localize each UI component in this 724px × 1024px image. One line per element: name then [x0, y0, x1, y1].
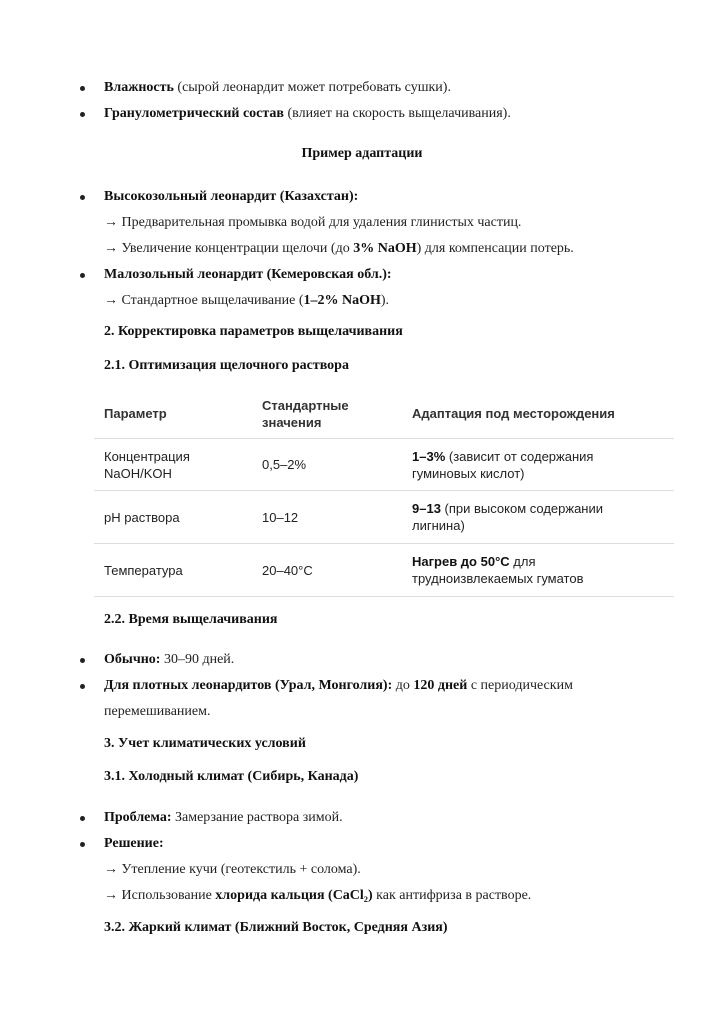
item-term: Для плотных леонардитов (Урал, Монголия): [104, 678, 393, 693]
table-cell [412, 448, 593, 482]
item-term: 1–2% NaOH [303, 293, 381, 308]
section-heading: 3. Учет климатических условий [104, 736, 306, 751]
item-text: → Утепление кучи (геотекстиль + солома). [104, 862, 361, 877]
table-header-cell: Параметр [104, 406, 167, 421]
cell-term: Нагрев до 50°C [412, 554, 510, 569]
table-row [94, 544, 674, 597]
list-item [0, 805, 724, 831]
table-cell: 0,5–2% [262, 457, 307, 472]
item-text: ) для компенсации потерь. [416, 241, 574, 256]
item-text: → Стандартное выщелачивание ( [104, 293, 304, 308]
list-item [0, 184, 724, 262]
item-text: Замерзание раствора зимой. [171, 810, 343, 825]
table-cell [104, 448, 190, 482]
table-header-cell: Адаптация под месторождения [412, 406, 615, 421]
cell-line: (зависит от содержания [445, 449, 594, 464]
header-line: Стандартные [262, 398, 349, 413]
item-text: → Предварительная промывка водой для удаления глинистых частиц. [104, 215, 522, 230]
item-text: перемешиванием. [104, 704, 211, 719]
table-cell: Температура [104, 563, 183, 578]
section-heading: 2.2. Время выщелачивания [104, 612, 278, 627]
item-text: с периодическим [467, 678, 573, 693]
item-term: Гранулометрический состав [104, 106, 284, 121]
table-header-cell [262, 397, 349, 431]
table-header-row [94, 388, 674, 439]
cell-line: Концентрация [104, 449, 190, 464]
item-term: Высокозольный леонардит (Казахстан): [104, 189, 359, 204]
table-cell [412, 500, 603, 534]
section-heading: 3.2. Жаркий климат (Ближний Восток, Средняя Азия) [104, 920, 448, 935]
item-term: хлорида кальция (CaCl₂) [215, 888, 373, 903]
cell-line: (при высоком содержании [440, 501, 604, 516]
list-item [0, 647, 724, 673]
item-text: до [392, 678, 414, 693]
item-term: 3% NaOH [353, 241, 417, 256]
section-heading: 3.1. Холодный климат (Сибирь, Канада) [104, 769, 359, 784]
bullet-icon [80, 684, 85, 689]
bullet-icon [80, 112, 85, 117]
section-heading: 2.1. Оптимизация щелочного раствора [104, 358, 349, 373]
list-item [0, 101, 724, 127]
list-item [0, 262, 724, 314]
item-text: (сырой леонардит может потребовать сушки). [173, 80, 451, 95]
list-item [0, 673, 724, 725]
item-text: → Использование [104, 888, 216, 903]
cell-term: 9–13 [412, 501, 441, 516]
header-line: значения [262, 415, 322, 430]
cell-line: лигнина) [412, 518, 465, 533]
cell-line: трудноизвлекаемых гуматов [412, 571, 584, 586]
example-list [0, 184, 724, 314]
table-cell [412, 553, 584, 587]
time-list [0, 647, 724, 725]
bullet-icon [80, 273, 85, 278]
bullet-icon [80, 195, 85, 200]
table-row [94, 491, 674, 544]
item-term: Решение: [104, 836, 164, 851]
item-term: 120 дней [413, 678, 468, 693]
item-term: Обычно: [104, 652, 161, 667]
item-term: Влажность [104, 80, 174, 95]
item-text: ). [380, 293, 390, 308]
table-cell: 20–40°C [262, 563, 313, 578]
item-text: (влияет на скорость выщелачивания). [284, 106, 511, 121]
list-item [0, 831, 724, 909]
section-heading: 2. Корректировка параметров выщелачивания [104, 324, 403, 339]
example-title: Пример адаптации [301, 146, 423, 161]
item-text: как антифриза в растворе. [372, 888, 532, 903]
list-item [0, 75, 724, 101]
item-term: Проблема: [104, 810, 172, 825]
bullet-icon [80, 842, 85, 847]
top-bullet-list [0, 75, 724, 127]
parameters-table [94, 388, 674, 597]
bullet-icon [80, 86, 85, 91]
cell-line: NaOH/KOH [104, 466, 172, 481]
cold-climate-list [0, 805, 724, 909]
cell-line: для [509, 554, 536, 569]
bullet-icon [80, 658, 85, 663]
table-cell: 10–12 [262, 510, 299, 525]
table-row [94, 439, 674, 491]
table-cell: pH раствора [104, 510, 180, 525]
cell-term: 1–3% [412, 449, 446, 464]
item-text: → Увеличение концентрации щелочи (до [104, 241, 354, 256]
cell-line: гуминовых кислот) [412, 466, 525, 481]
item-text: 30–90 дней. [160, 652, 235, 667]
item-term: Малозольный леонардит (Кемеровская обл.): [104, 267, 392, 282]
bullet-icon [80, 816, 85, 821]
